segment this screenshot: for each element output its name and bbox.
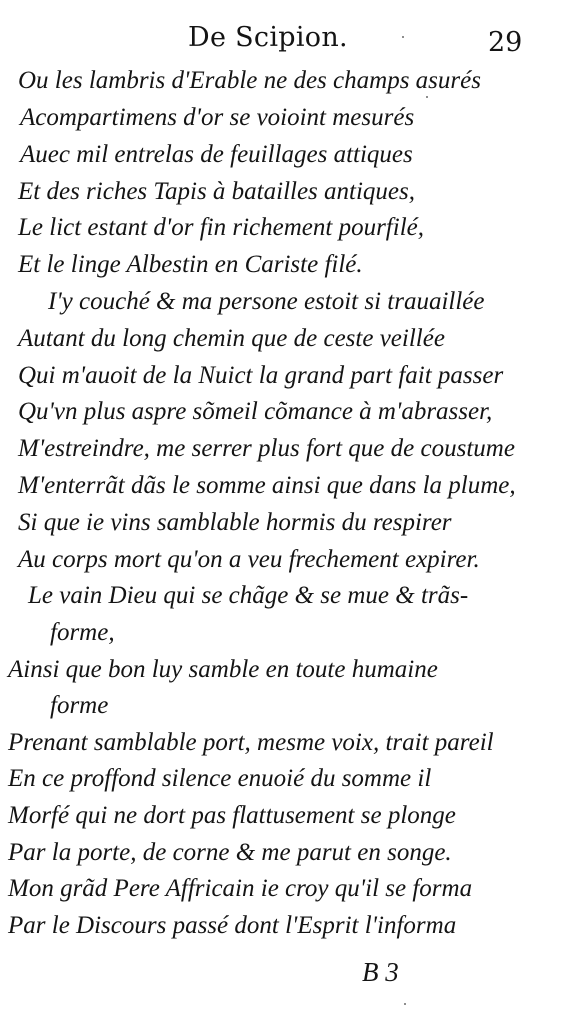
verse-line: I'y couché & ma persone estoit si trauaillée <box>48 288 485 315</box>
verse-line: Par la porte, de corne & me parut en songe. <box>8 839 452 866</box>
verse-line: Auec mil entrelas de feuillages attiques <box>20 141 413 168</box>
ink-speck <box>402 36 404 38</box>
verse-line-turnover: forme, <box>50 619 115 646</box>
verse-line: En ce proffond silence enuoié du somme il <box>8 765 432 792</box>
verse-line: Par le Discours passé dont l'Esprit l'informa <box>8 912 457 939</box>
verse-line: Qu'vn plus aspre sõmeil cõmance à m'abrasser, <box>18 398 493 425</box>
verse-line: Prenant samblable port, mesme voix, trait pareil <box>8 729 494 756</box>
verse-line: Le lict estant d'or fin richement pourfilé, <box>18 214 424 241</box>
running-title: De Scipion. <box>188 22 348 53</box>
verse-line: M'estreindre, me serrer plus fort que de coustume <box>18 435 515 462</box>
verse-line: Acompartimens d'or se voioint mesurés <box>20 104 415 131</box>
verse-line: Mon grãd Pere Affricain ie croy qu'il se forma <box>8 875 473 902</box>
verse-line: Au corps mort qu'on a veu frechement expirer. <box>18 546 480 573</box>
verse-line: Morfé qui ne dort pas flattusement se plonge <box>8 802 456 829</box>
signature-mark: B 3 <box>362 957 399 987</box>
verse-line: Ou les lambris d'Erable ne des champs asurés <box>18 67 481 94</box>
verse-line: M'enterrãt dãs le somme ainsi que dans la plume, <box>18 472 516 499</box>
verse-line: Autant du long chemin que de ceste veillée <box>18 325 445 352</box>
verse-line: Qui m'auoit de la Nuict la grand part fait passer <box>18 362 504 389</box>
verse-line: Le vain Dieu qui se chãge & se mue & trãs- <box>28 582 469 609</box>
verse-line: Si que ie vins samblable hormis du respirer <box>18 509 452 536</box>
verse-line: Ainsi que bon luy samble en toute humaine <box>8 656 438 683</box>
verse-line-turnover: forme <box>50 692 109 719</box>
page-number: 29 <box>488 27 523 58</box>
verse-line: Et des riches Tapis à batailles antiques, <box>18 178 415 205</box>
running-head <box>0 22 585 62</box>
ink-speck <box>426 96 428 98</box>
ink-speck <box>404 1003 406 1005</box>
verse-line: Et le linge Albestin en Cariste filé. <box>18 251 363 278</box>
